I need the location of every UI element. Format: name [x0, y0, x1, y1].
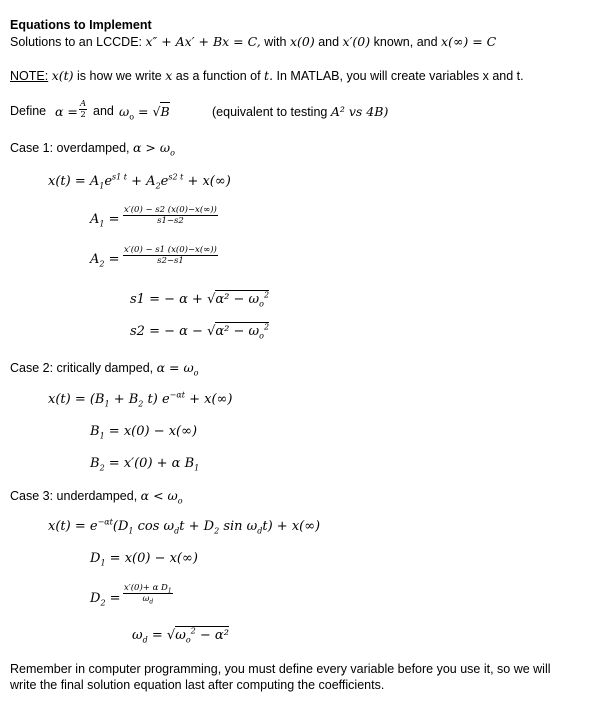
case2-solution: [48, 392, 232, 408]
case3-d2-fraction: [123, 583, 173, 604]
case1-s1: s1 = − $\alpha + √\alpha^2 - \omega_o^2$: [130, 290, 270, 309]
intro-middle: with: [264, 35, 287, 49]
case3-xt-b: (D: [112, 519, 129, 534]
note-part3: x: [165, 68, 173, 83]
case1-xt-tail: + x(∞): [187, 174, 231, 189]
case1-xt-sub2: 2: [155, 181, 161, 191]
case3-title: [10, 488, 183, 504]
case2-xt-d: + x(∞): [189, 392, 233, 407]
define-equiv-expr: A² vs 4B): [330, 104, 389, 119]
case1-a2-fraction: [123, 245, 218, 266]
case2-b1: [90, 424, 197, 440]
case3-xt-exp: −αt: [97, 517, 113, 527]
define-equiv: [212, 104, 388, 120]
footer-line1: Remember in computer programming, you must define every variable before you use it, so we will: [10, 662, 551, 676]
case1-a1-symbol: A: [90, 212, 100, 227]
case3-xt-c: cos ω: [137, 519, 175, 534]
case3-xt-sub2: 2: [214, 526, 220, 536]
case1-a2-symbol: A: [90, 252, 100, 267]
case3-solution: [48, 519, 320, 535]
case1-cond: α > ω: [133, 140, 171, 155]
case2-xt-sub1: 1: [104, 399, 110, 409]
case3-d1-symbol: D: [90, 551, 101, 566]
define-eq-sqrt: = √: [138, 104, 161, 119]
case3-d2-label: [90, 591, 121, 607]
case3-wd-rad-b: − α²: [199, 628, 229, 643]
case1-a1-eq: =: [108, 212, 120, 227]
define-label: Define: [10, 104, 47, 118]
case1-xt-exp1: s1 t: [112, 172, 127, 182]
case2-xt-a: x(t) = (B: [48, 392, 105, 407]
case3-xt-a: x(t) = e: [48, 519, 98, 534]
case2-xt-sub2: 2: [138, 399, 144, 409]
define-omega-symbol: ω: [119, 104, 130, 119]
define-alpha: α =: [55, 104, 78, 119]
case1-a2-eq: =: [108, 252, 120, 267]
case3-xt-sub-d1: d: [174, 526, 180, 536]
define-omega: [119, 104, 170, 122]
case1-a2-sub: 2: [99, 259, 105, 269]
case1-title-text: Case 1: overdamped,: [10, 141, 130, 155]
case1-s2: s2 = − $\alpha - √\alpha^2 - \omega_o^2$: [130, 322, 270, 341]
define-sqrt-arg: B: [160, 104, 170, 119]
define-and: and: [93, 104, 114, 118]
case3-d2-num: [123, 583, 173, 594]
case3-d2-eq: =: [109, 591, 121, 606]
define-alpha-fraction: [79, 99, 87, 120]
define-equiv-text: (equivalent to testing: [212, 105, 328, 119]
case1-title: [10, 140, 175, 156]
note-label: NOTE:: [10, 69, 49, 83]
intro-cond2: x′(0): [342, 34, 371, 49]
footer-line2: write the final solution equation last after computing the coefficients.: [10, 678, 385, 692]
case1-xt-e1: e: [104, 174, 113, 189]
case1-s1-lhs: s1 = − α +: [130, 292, 203, 307]
case1-xt-e2: e: [160, 174, 169, 189]
case3-wd-rad-a: ω: [175, 628, 186, 643]
intro-cond3: x(∞) = C: [441, 34, 497, 49]
case1-a2-num: x′(0) − s1 (x(0)−x(∞)): [124, 245, 217, 255]
case1-xt-plus: + A: [131, 174, 156, 189]
case1-xt: x(t) = A: [48, 174, 100, 189]
intro-and: and: [318, 35, 340, 49]
case2-cond-sub: o: [193, 368, 199, 378]
case3-wd-rad-sub: o: [185, 635, 191, 645]
intro-lead: Solutions to an LCCDE:: [10, 35, 143, 49]
case2-b1-symbol: B: [90, 424, 100, 439]
case2-b1-sub: 1: [99, 431, 105, 441]
note-part5: t.: [264, 68, 274, 83]
case3-d2-num-text: x′(0)+ α D: [124, 583, 168, 593]
define-omega-sub: o: [129, 112, 135, 122]
case1-a1-num: x′(0) − s2 (x(0)−x(∞)): [124, 205, 217, 215]
case1-solution: [48, 174, 231, 190]
case1-s2-rad: α² − ω: [215, 324, 260, 339]
case1-a2-den: s2−s1: [157, 256, 184, 266]
case3-d1: [90, 551, 198, 567]
case1-a1-sub: 1: [99, 219, 105, 229]
define-frac-den: 2: [80, 110, 86, 120]
case3-d2-den-text: ω: [142, 594, 150, 604]
case3-d2-sub: 2: [100, 598, 106, 608]
case3-xt-sub1: 1: [128, 526, 134, 536]
note-line: [10, 68, 524, 84]
case2-xt-exp: −αt: [169, 390, 185, 400]
document-heading: Equations to Implement: [10, 18, 152, 32]
case3-xt-f: t) + x(∞): [262, 519, 321, 534]
case1-s2-rad-sup: 2: [263, 322, 270, 332]
case3-xt-sub-d2: d: [257, 526, 263, 536]
case3-d1-rhs: = x(0) − x(∞): [109, 551, 198, 566]
case3-cond-sub: o: [177, 496, 183, 506]
case3-wd-sub: d: [142, 635, 148, 645]
note-part4: as a function of: [175, 69, 261, 83]
case2-b2: [90, 456, 199, 472]
case2-b2-sub: 2: [99, 463, 105, 473]
note-part6: In MATLAB, you will create variables x and t.: [276, 69, 524, 83]
case1-a1-fraction: [123, 205, 218, 226]
case1-s1-rad-sup: 2: [263, 290, 270, 300]
case2-title: [10, 360, 199, 376]
case1-s1-rad: α² − ω: [215, 292, 260, 307]
case3-wd: $\omega_d = √\omega_o^2 - \alpha^2$: [132, 626, 229, 645]
case2-b2-symbol: B: [90, 456, 100, 471]
case1-cond-sub: o: [170, 148, 175, 158]
note-part2: is how we write: [77, 69, 162, 83]
case3-d2-den: [123, 594, 173, 604]
case3-wd-rad-sup: 2: [190, 626, 196, 636]
note-part1: x(t): [51, 68, 74, 83]
case3-wd-symbol: ω: [132, 628, 143, 643]
case1-a1-label: [90, 212, 120, 228]
case3-xt-e: sin ω: [223, 519, 258, 534]
case3-wd-eq: =: [151, 628, 163, 643]
case1-xt-exp2: s2 t: [168, 172, 184, 182]
case3-d2-num-sub: 1: [167, 587, 172, 595]
case1-xt-sub1: 1: [99, 181, 105, 191]
case1-s2-lhs: s2 = − α −: [130, 324, 203, 339]
case1-s1-rad-sub: o: [259, 299, 264, 309]
case2-b1-rhs: = x(0) − x(∞): [108, 424, 198, 439]
case2-title-text: Case 2: critically damped,: [10, 361, 154, 375]
case3-title-text: Case 3: underdamped,: [10, 489, 138, 503]
case3-cond: α < ω: [140, 488, 178, 503]
case2-xt-b: + B: [113, 392, 139, 407]
case2-xt-c: t) e: [147, 392, 170, 407]
intro-equation: x″ + Ax′ + Bx = C,: [145, 34, 261, 49]
case2-b2-rhs: = x′(0) + α B: [108, 456, 195, 471]
case3-xt-d: t + D: [179, 519, 215, 534]
case1-a1-den: s1−s2: [157, 216, 184, 226]
case2-cond: α = ω: [156, 360, 194, 375]
intro-known: known, and: [373, 35, 438, 49]
case1-s2-rad-sub: o: [259, 331, 264, 341]
case3-d1-sub: 1: [100, 558, 106, 568]
case3-d2-symbol: D: [90, 591, 101, 606]
define-frac-num: A: [80, 99, 87, 109]
case3-d2-den-sub: d: [149, 598, 154, 606]
intro-cond1: x(0): [289, 34, 315, 49]
case1-a2-label: [90, 252, 120, 268]
intro-line: [10, 34, 496, 50]
case2-b2-sub2: 1: [194, 463, 200, 473]
